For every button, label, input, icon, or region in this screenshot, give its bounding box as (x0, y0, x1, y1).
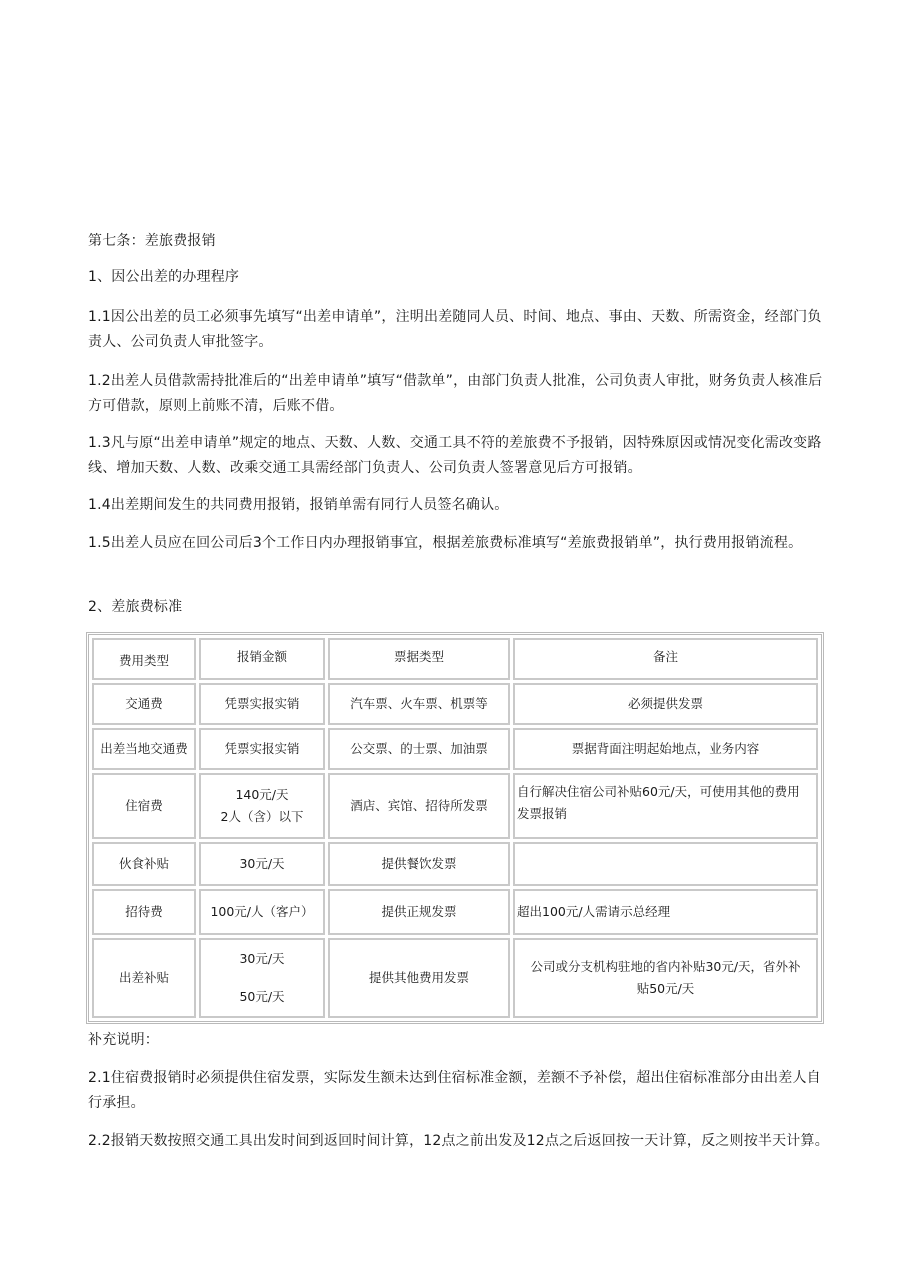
header-cell-note: 备注 (513, 638, 818, 680)
clause-1-4: 1.4出差期间发生的共同费用报销，报销单需有同行人员签名确认。 (88, 497, 509, 513)
cell-amount-line2: 2人（含）以下 (220, 809, 304, 824)
cell-type: 交通费 (92, 683, 196, 725)
cell-amount-line1: 30元/天 (239, 951, 285, 966)
cell-amount-line2: 50元/天 (239, 989, 285, 1004)
table-row (92, 728, 818, 770)
cell-note: 超出100元/人需请示总经理 (513, 889, 818, 935)
clause-1-2: 1.2出差人员借款需持批准后的“出差申请单”填写“借款单”，由部门负责人批准，公司负责人审批，财务负责人核准后方可借款，原则上前账不清，后账不借。 (88, 373, 823, 414)
cell-receipt: 公交票、的士票、加油票 (328, 728, 510, 770)
table-header-row (92, 638, 818, 680)
header-cell-type: 费用类型 (92, 638, 196, 680)
cell-amount: 100元/人（客户） (199, 889, 325, 935)
cell-receipt: 提供正规发票 (328, 889, 510, 935)
cell-amount (199, 938, 325, 1018)
cell-amount (199, 773, 325, 839)
cell-receipt: 提供餐饮发票 (328, 842, 510, 886)
article-title: 第七条：差旅费报销 (88, 233, 216, 249)
expense-standard-table (86, 632, 824, 1024)
header-cell-receipt: 票据类型 (328, 638, 510, 680)
supplement-2-1: 2.1住宿费报销时必须提供住宿发票，实际发生额未达到住宿标准金额，差额不予补偿，超出住宿标准部分由出差人自行承担。 (88, 1070, 821, 1111)
table-row (92, 938, 818, 1018)
cell-amount: 凭票实报实销 (199, 728, 325, 770)
cell-note: 必须提供发票 (513, 683, 818, 725)
header-cell-amount: 报销金额 (199, 638, 325, 680)
supplement-2-2: 2.2报销天数按照交通工具出发时间到返回时间计算，12点之前出发及12点之后返回按一天计算，反之则按半天计算。 (88, 1133, 829, 1149)
cell-type: 招待费 (92, 889, 196, 935)
clause-1-3: 1.3凡与原“出差申请单”规定的地点、天数、人数、交通工具不符的差旅费不予报销，因特殊原因或情况变化需改变路线、增加天数、人数、改乘交通工具需经部门负责人、公司负责人签署意见后方可报销。 (88, 435, 822, 476)
cell-amount: 30元/天 (199, 842, 325, 886)
clause-1-5: 1.5出差人员应在回公司后3个工作日内办理报销事宜，根据差旅费标准填写“差旅费报销单”，执行费用报销流程。 (88, 535, 803, 551)
cell-type: 出差当地交通费 (92, 728, 196, 770)
cell-note (513, 842, 818, 886)
section1-title: 1、因公出差的办理程序 (88, 269, 240, 285)
supplement-title: 补充说明： (88, 1032, 159, 1048)
cell-receipt: 提供其他费用发票 (328, 938, 510, 1018)
table-row (92, 889, 818, 935)
cell-note: 公司或分支机构驻地的省内补贴30元/天，省外补贴50元/天 (513, 938, 818, 1018)
table-row (92, 773, 818, 839)
section2-title: 2、差旅费标准 (88, 599, 183, 615)
cell-note: 票据背面注明起始地点，业务内容 (513, 728, 818, 770)
cell-type: 出差补贴 (92, 938, 196, 1018)
table-row (92, 842, 818, 886)
cell-amount-line1: 140元/天 (235, 787, 289, 802)
cell-receipt: 汽车票、火车票、机票等 (328, 683, 510, 725)
clause-1-1: 1.1因公出差的员工必须事先填写“出差申请单”，注明出差随同人员、时间、地点、事由、天数、所需资金，经部门负责人、公司负责人审批签字。 (88, 309, 822, 350)
table-row (92, 683, 818, 725)
cell-type: 住宿费 (92, 773, 196, 839)
cell-type: 伙食补贴 (92, 842, 196, 886)
cell-note: 自行解决住宿公司补贴60元/天，可使用其他的费用发票报销 (513, 773, 818, 839)
cell-receipt: 酒店、宾馆、招待所发票 (328, 773, 510, 839)
cell-amount: 凭票实报实销 (199, 683, 325, 725)
